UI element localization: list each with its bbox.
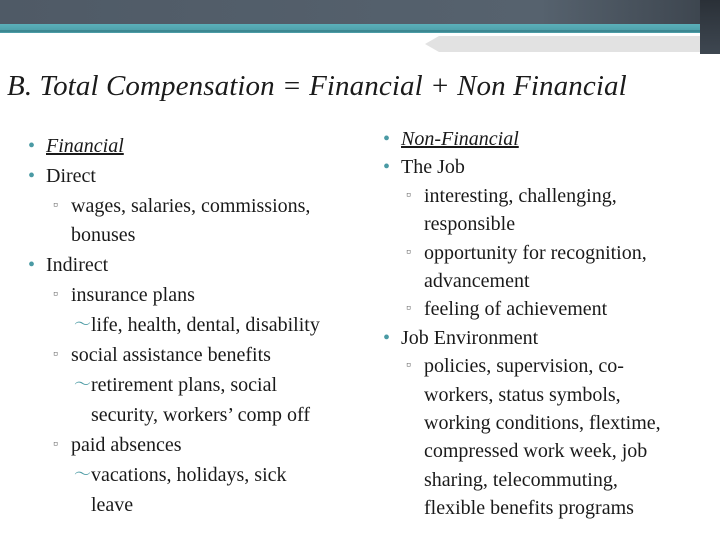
dot-bullet-icon: • [28,165,36,187]
dot-bullet-icon: • [383,128,391,150]
dot-bullet-icon: • [28,254,36,276]
square-bullet-icon: ▫ [406,358,411,374]
bullet-social [28,340,368,370]
bullet-job-sub-3 [383,295,703,323]
social-sub-text: retirement plans, social [91,374,278,396]
bullet-job-sub-2 [383,239,703,267]
decorative-corner [700,0,720,54]
social-sub-cont-text: security, workers’ comp off [91,404,311,426]
paid-text: paid absences [71,434,182,456]
job-sub-3-text: feeling of achievement [424,298,608,321]
slide-title: B. Total Compensation = Financial + Non Financial [7,70,627,102]
bullet-job-sub-1 [383,182,703,210]
bullet-indirect [28,250,368,280]
bullet-direct-sub [28,191,368,221]
bullet-insurance-sub [28,310,368,340]
paid-sub-cont-text: leave [91,494,134,516]
bullet-paid [28,430,368,460]
env-sub-1-text: policies, supervision, co- [424,355,624,378]
insurance-text: insurance plans [71,284,195,306]
dot-bullet-icon: • [383,326,391,349]
top-bar [0,0,720,24]
bullet-env-sub-1 [383,352,703,380]
bullet-nonfinancial [383,125,703,153]
bullet-job-environment [383,324,703,352]
financial-heading: Financial [46,135,124,157]
bullet-direct [28,161,368,191]
curl-bullet-icon: 〜 [74,465,91,484]
bullet-env-sub-1-cont-3 [383,437,703,465]
accent-bar [0,24,720,33]
indirect-label: Indirect [46,254,109,276]
env-sub-1-cont-1-text: workers, status symbols, [424,383,621,406]
the-job-label: The Job [401,156,465,179]
env-sub-1-cont-4-text: sharing, telecommuting, [424,468,618,491]
square-bullet-icon: ▫ [406,301,411,317]
curl-bullet-icon: 〜 [74,375,91,394]
bullet-direct-sub-cont [28,221,368,250]
bullet-job-sub-1-cont [383,210,703,238]
bullet-paid-sub-cont [28,490,368,520]
direct-label: Direct [46,165,96,187]
job-sub-1-text: interesting, challenging, [424,184,617,207]
bullet-social-sub-cont [28,400,368,430]
job-sub-1-cont-text: responsible [424,213,516,236]
square-bullet-icon: ▫ [53,287,58,302]
paid-sub-text: vacations, holidays, sick [91,464,287,486]
env-sub-1-cont-2-text: working conditions, flextime, [424,412,661,435]
square-bullet-icon: ▫ [406,244,411,260]
square-bullet-icon: ▫ [406,187,411,203]
decorative-tab-shape [425,36,720,52]
curl-bullet-icon: 〜 [74,315,91,334]
square-bullet-icon: ▫ [53,198,58,213]
dot-bullet-icon: • [28,135,36,157]
bullet-job-sub-2-cont [383,267,703,295]
square-bullet-icon: ▫ [53,347,58,362]
dot-bullet-icon: • [383,156,391,179]
env-sub-1-cont-5-text: flexible benefits programs [424,497,634,520]
env-sub-1-cont-3-text: compressed work week, job [424,440,648,463]
direct-sub-cont-text: bonuses [71,224,136,246]
bullet-env-sub-1-cont-5 [383,494,703,522]
nonfinancial-heading: Non-Financial [401,128,519,150]
bullet-social-sub [28,370,368,400]
bullet-env-sub-1-cont-2 [383,409,703,437]
insurance-sub-text: life, health, dental, disability [91,314,320,336]
bullet-insurance [28,280,368,310]
bullet-env-sub-1-cont-4 [383,466,703,494]
bullet-financial [28,131,368,161]
bullet-paid-sub [28,460,368,490]
job-sub-2-text: opportunity for recognition, [424,241,647,264]
social-text: social assistance benefits [71,344,271,366]
square-bullet-icon: ▫ [53,437,58,452]
bullet-the-job [383,153,703,181]
job-environment-label: Job Environment [401,326,539,349]
direct-sub-text: wages, salaries, commissions, [71,195,311,217]
job-sub-2-cont-text: advancement [424,270,530,293]
left-column [28,131,368,520]
bullet-env-sub-1-cont-1 [383,381,703,409]
right-column [383,125,703,523]
